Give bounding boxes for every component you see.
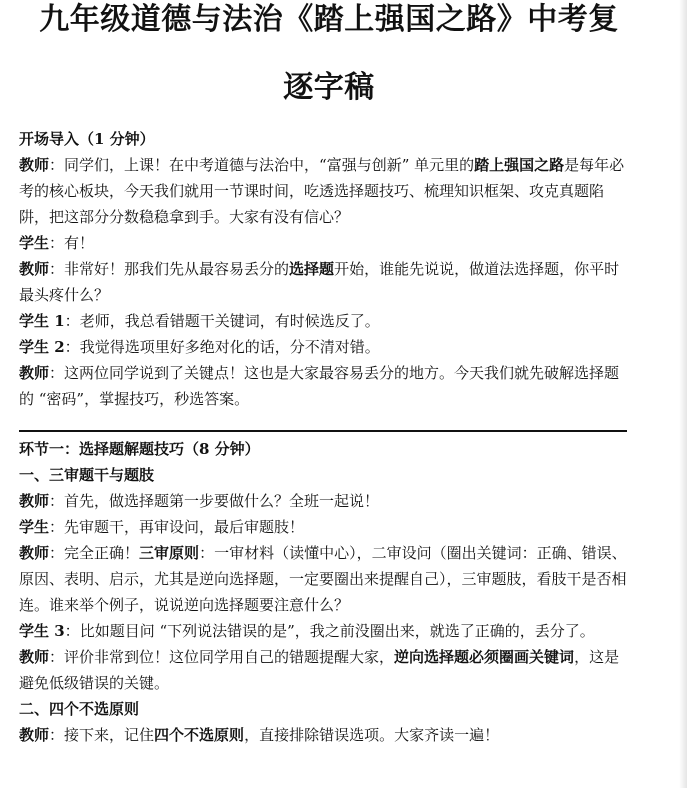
subheading-three-checks: 一、三审题干与题肢 (19, 466, 155, 484)
dialogue-text: 有！ (64, 234, 95, 252)
dialogue-text: 这两位同学说到了关键点！这也是大家最容易丢分的地方。今天我们就先破解选择题的 “密码”，掌握技巧，秒选答案。 (19, 364, 620, 408)
speaker-separator: ： (49, 544, 65, 562)
dialogue-line (19, 230, 629, 256)
emphasis-text: 选择题 (289, 260, 335, 278)
speaker-separator: ： (49, 364, 65, 382)
dialogue-text: 比如题目问 “下列说法错误的是”，我之前没圈出来，就选了正确的，丢分了。 (79, 622, 595, 640)
dialogue-text: 老师，我总看错题干关键词，有时候选反了。 (79, 312, 380, 330)
dialogue-text: ，直接排除错误选项。大家齐读一遍！ (244, 726, 500, 744)
dialogue-line (19, 360, 629, 412)
speaker-label: 学生 (19, 518, 50, 536)
speaker-separator: ： (49, 492, 65, 510)
dialogue-line (19, 540, 629, 618)
speaker-separator: ： (49, 234, 65, 252)
section-heading-opening: 开场导入（1 分钟） (19, 130, 155, 148)
dialogue-line (19, 256, 629, 308)
speaker-label: 教师 (19, 364, 50, 382)
speaker-separator: ： (64, 312, 80, 330)
document-body (19, 126, 629, 748)
speaker-label: 教师 (19, 726, 50, 744)
section-heading-part-one: 环节一：选择题解题技巧（8 分钟） (19, 440, 260, 458)
speaker-label: 教师 (19, 544, 50, 562)
emphasis-text: 四个不选原则 (154, 726, 245, 744)
dialogue-line (19, 488, 629, 514)
speaker-label: 教师 (19, 492, 50, 510)
dialogue-text: ：一审材料（读懂中心），二审设问（圈出关键词：正确、错误、原因、表明、启示，尤其是逆向选择题，一定要圈出来提醒自己），三审题肢，看肢干是否相连。谁来举个例子，说说逆向选择题要注意什么？ (19, 544, 627, 614)
dialogue-line (19, 334, 629, 360)
speaker-label: 学生 2 (19, 338, 65, 356)
speaker-separator: ： (49, 518, 65, 536)
dialogue-line (19, 722, 629, 748)
dialogue-text: 先审题干，再审设问，最后审题肢！ (64, 518, 305, 536)
speaker-separator: ： (49, 260, 65, 278)
dialogue-text: 非常好！那我们先从最容易丢分的 (64, 260, 290, 278)
speaker-separator: ： (64, 338, 80, 356)
dialogue-text: 评价非常到位！这位同学用自己的错题提醒大家， (64, 648, 395, 666)
document-title-line-2: 逐字稿 (283, 70, 375, 105)
dialogue-text: 是每年必考的核心板块，今天我们就用一节课时间，吃透选择题技巧、梳理知识框架、攻克真题陷阱，把这部分分数稳稳拿到手。大家有没有信心？ (19, 156, 625, 226)
subheading-four-rules: 二、四个不选原则 (19, 700, 140, 718)
emphasis-text: 踏上强国之路 (474, 156, 565, 174)
dialogue-text: 开始，谁能先说说，做道法选择题，你平时最头疼什么？ (19, 260, 620, 304)
dialogue-line (19, 644, 629, 696)
speaker-separator: ： (49, 156, 65, 174)
speaker-label: 教师 (19, 156, 50, 174)
dialogue-three-checks (19, 488, 629, 696)
dialogue-line (19, 308, 629, 334)
dialogue-text: 首先，做选择题第一步要做什么？全班一起说！ (64, 492, 380, 510)
dialogue-line (19, 618, 629, 644)
speaker-label: 教师 (19, 260, 50, 278)
dialogue-text: 我觉得选项里好多绝对化的话，分不清对错。 (79, 338, 380, 356)
dialogue-line (19, 152, 629, 230)
dialogue-text: ，这是避免低级错误的关键。 (19, 648, 620, 692)
section-divider (19, 430, 627, 432)
emphasis-text: 逆向选择题必须圈画关键词 (394, 648, 575, 666)
document-title-line-1: 九年级道德与法治《踏上强国之路》中考复 (39, 2, 619, 37)
speaker-label: 学生 3 (19, 622, 65, 640)
speaker-separator: ： (49, 726, 65, 744)
dialogue-text: 接下来，记住 (64, 726, 155, 744)
dialogue-opening (19, 152, 629, 412)
speaker-label: 学生 1 (19, 312, 65, 330)
emphasis-text: 三审原则 (139, 544, 200, 562)
speaker-separator: ： (64, 622, 80, 640)
speaker-label: 教师 (19, 648, 50, 666)
page-edge-shadow (679, 0, 687, 788)
dialogue-text: 完全正确！ (64, 544, 140, 562)
section-spacer (19, 412, 629, 430)
dialogue-text: 同学们，上课！在中考道德与法治中，“富强与创新” 单元里的 (64, 156, 475, 174)
speaker-separator: ： (49, 648, 65, 666)
dialogue-line (19, 514, 629, 540)
speaker-label: 学生 (19, 234, 50, 252)
dialogue-four-rules (19, 722, 629, 748)
